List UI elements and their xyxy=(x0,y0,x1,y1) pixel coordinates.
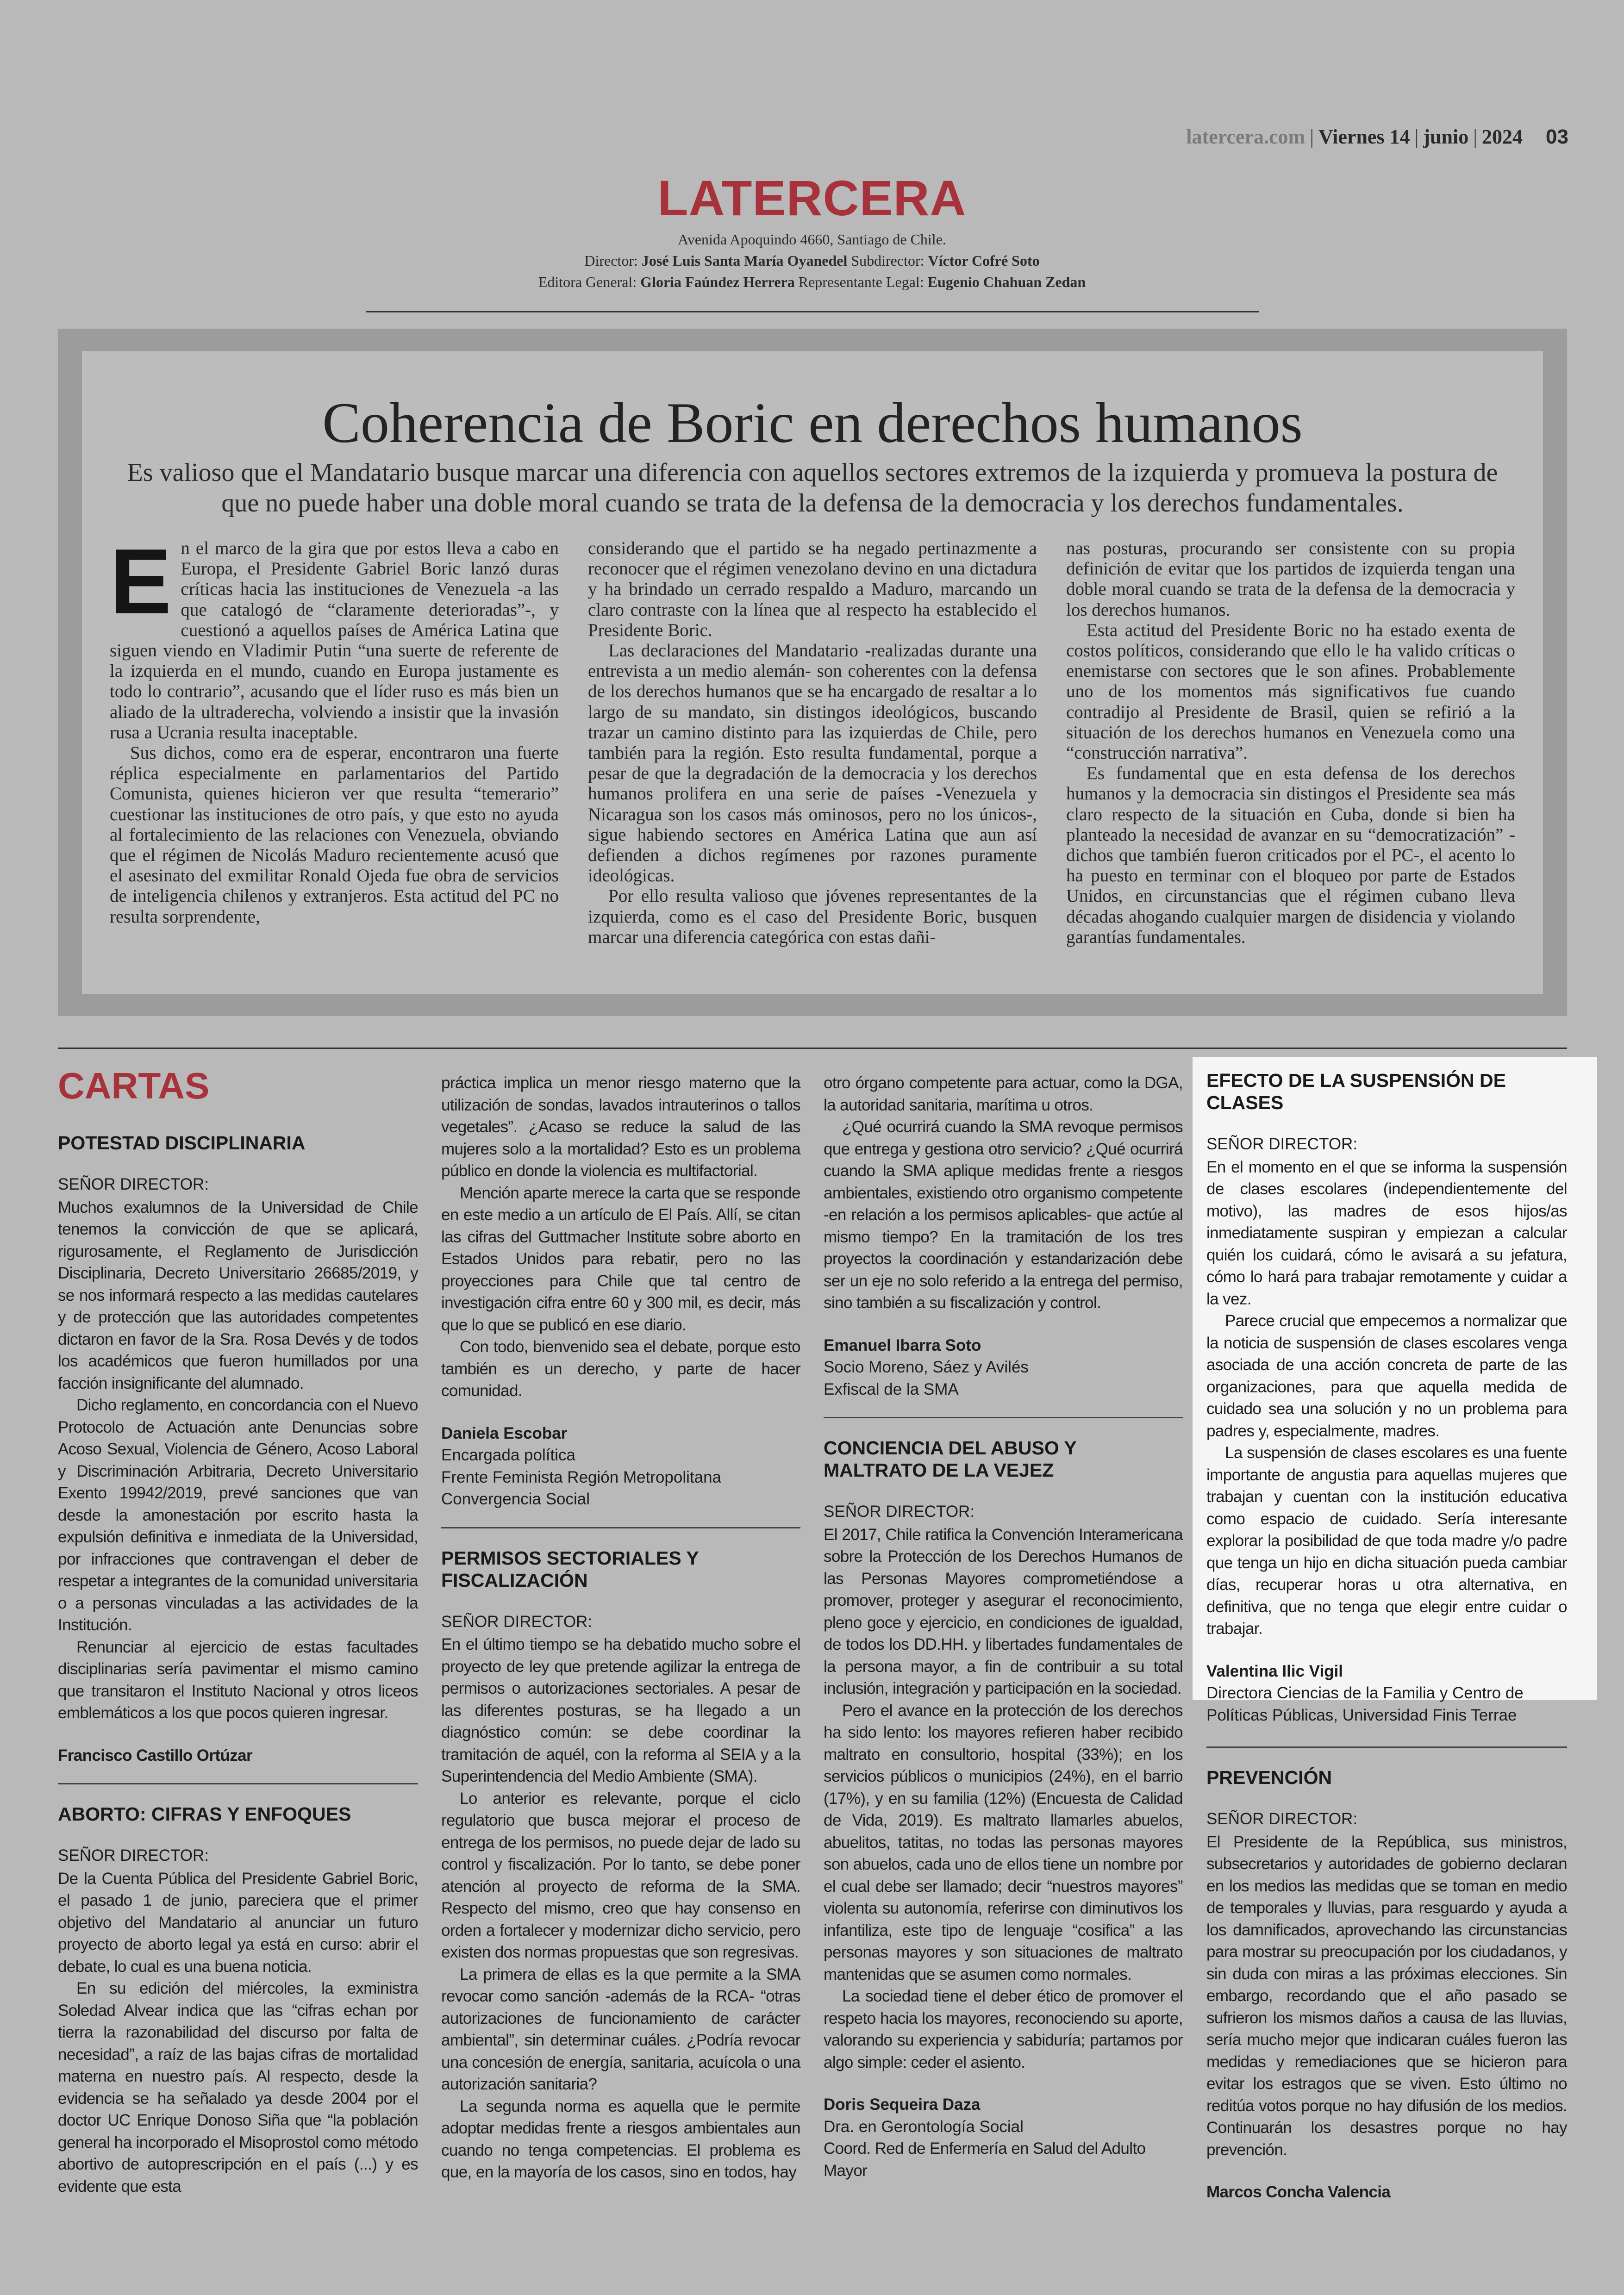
signature-org: Convergencia Social xyxy=(441,1490,590,1508)
masthead-address: Avenida Apoquindo 4660, Santiago de Chile. xyxy=(678,231,946,248)
letter-title: POTESTAD DISCIPLINARIA xyxy=(58,1132,306,1154)
newspaper-logo: LATERCERA xyxy=(657,170,967,226)
signature-role: Coord. Red de Enfermería en Salud del Adulto Mayor xyxy=(824,2139,1146,2180)
signature-role: Exfiscal de la SMA xyxy=(824,1380,959,1398)
signature-org: Frente Feminista Región Metropolitana xyxy=(441,1468,722,1486)
salutation: SEÑOR DIRECTOR: xyxy=(58,1175,209,1193)
letter-signature: Valentina Ilic Vigil xyxy=(1206,1662,1343,1680)
letters-divider xyxy=(58,1048,1567,1049)
subdirector-name: Víctor Cofré Soto xyxy=(928,252,1040,269)
letter-signature: Marcos Concha Valencia xyxy=(1206,2183,1391,2201)
letter-title: CONCIENCIA DEL ABUSO Y MALTRATO DE LA VEJEZ xyxy=(824,1437,1076,1481)
editorial-title: Coherencia de Boric en derechos humanos xyxy=(322,391,1303,455)
letter-signature: Francisco Castillo Ortúzar xyxy=(58,1746,253,1765)
editorial-column-3: nas posturas, procurando ser consistente con su propia definición de evitar que los partidos de izquierda tengan una doble moral cuando se trata de la defensa de la democracia y los derechos humanos. Esta actitud del Presidente Boric no ha estado exenta de costos políticos, considerando que ello le ha valido críticas o enemistarse con sectores que le son afines. Probablemente uno de los momentos más significativos fue cuando contradijo al Presidente de Brasil, quien se refirió a la situación de los derechos humanos en Venezuela como una “construcción narrativa”. Es fundamental que en esta defensa de los derechos humanos y la democracia sin distingos el Presidente sea más claro respecto de la situación en Cuba, donde si bien ha planteado la necesidad de avanzar en su “democratización” -dichos que también fueron criticados por el PC-, el acento lo ha puesto en terminar con el bloqueo por parte de Estados Unidos, en circunstancias que el régimen cubano lleva décadas ahogando cualquier margen de disidencia y violando garantías fundamentales. xyxy=(1066,538,1515,947)
letter-divider xyxy=(58,1783,418,1784)
rep-name: Eugenio Chahuan Zedan xyxy=(927,274,1086,290)
signature-role: Encargada política xyxy=(441,1446,575,1464)
letter-divider xyxy=(441,1527,800,1528)
masthead-editors: Editora General: Gloria Faúndez Herrera Representante Legal: Eugenio Chahuan Zedan xyxy=(538,274,1086,290)
letters-column-3: otro órgano competente para actuar, como la DGA, la autoridad sanitaria, marítima u otros. ¿Qué ocurrirá cuando la SMA revoque permisos que entrega y gestiona otro servicio? ¿Qué ocurrirá cuando la SMA aplique medidas frente a riesgos ambientales, existiendo otro organismo competente -en relación a los permisos aplicables- que actúe al mismo tiempo? En la tramitación de los tres proyectos la coordinación y estandarización debe ser un eje no solo referido a la entrega del permiso, sino también a su fiscalización y control. Emanuel Ibarra Soto Socio Moreno, Sáez y Avilés Exfiscal de la SMA CONCIENCIA DEL ABUSO Y MALTRATO DE LA VEJEZ SEÑOR DIRECTOR: El 2017, Chile ratifica la Convención Interamericana sobre la Protección de los Derechos Humanos de las Personas Mayores comprometiéndose a promover, proteger y asegurar el reconocimiento, pleno goce y ejercicio, en condiciones de igualdad, de todos los DD.HH. y libertades fundamentales de la persona mayor, a fin de contribuir a su total inclusión, integración y participación en la sociedad. Pero el avance en la protección de los derechos ha sido lento: los mayores refieren haber recibido maltrato en consultorio, hospital (33%); en los servicios públicos o municipios (24%), en el barrio (17%), y en su familia (12%) (Encuesta de Calidad de Vida, 2019). Es maltrato llamarles abuelos, abuelitos, tatitas, no todas las personas mayores son abuelos, cada uno de ellos tiene un nombre por el cual debe ser llamado; decir “nuestros mayores” violenta su autonomía, referirse con diminutivos los infantiliza, este tipo de lenguaje “cosifica” a las personas mayores y son situaciones de maltrato mantenidas que se asumen como normales. La sociedad tiene el deber ético de promover el respeto hacia los mayores, reconociendo su aporte, valorando su experiencia y sabiduría; partamos por algo simple: ceder el asiento. Doris Sequeira Daza Dra. en Gerontología Social Coord. Red de Enfermería en Salud del Adulto Mayor xyxy=(824,1072,1183,2182)
letters-column-1: POTESTAD DISCIPLINARIA SEÑOR DIRECTOR: Muchos exalumnos de la Universidad de Chile tenemos la convicción de que se aplicará, rigurosamente, el Reglamento de Jurisdicción Disciplinaria, Decreto Universitario 26685/2019, y se nos informará respecto a las medidas cautelares y de protección que las autoridades competentes dictaron en favor de la Sra. Rosa Devés y de todos los académicos que fueron humillados por una facción insignificante del alumnado. Dicho reglamento, en concordancia con el Nuevo Protocolo de Actuación ante Denuncias sobre Acoso Sexual, Violencia de Género, Acoso Laboral y Discriminación Arbitraria, Decreto Universitario Exento 19942/2019, prevé sanciones que van desde la amonestación por escrito hasta la expulsión definitiva e inmediata de la Universidad, por infracciones que contravengan el deber de respetar a integrantes de la comunidad universitaria o a personas vinculadas a las actividades de la Institución. Renunciar al ejercicio de estas facultades disciplinarias sería pavimentar el mismo camino que transitaron el Instituto Nacional y otros liceos emblemáticos a los que pocos quieren ingresar. Francisco Castillo Ortúzar ABORTO: CIFRAS Y ENFOQUES SEÑOR DIRECTOR: De la Cuenta Pública del Presidente Gabriel Boric, el pasado 1 de junio, pareciera que el primer objetivo del Mandatario al anunciar un futuro proyecto de aborto legal ya está en curso: abrir el debate, lo cual es una buena noticia. En su edición del miércoles, la exministra Soledad Alvear indica que las “cifras echan por tierra la razonabilidad del discurso por falta de necesidad”, a raíz de las bajas cifras de mortalidad materna en nuestro país. Al respecto, desde la evidencia se ha señalado ya desde 2004 por el doctor UC Enrique Donoso Siña que “la población general ha incorporado el Misoprostol como método abortivo de autoprescripción en el país (...) y es evidente que esta xyxy=(58,1132,418,2195)
salutation: SEÑOR DIRECTOR: xyxy=(824,1503,975,1521)
letter-signature: Doris Sequeira Daza xyxy=(824,2095,981,2114)
salutation: SEÑOR DIRECTOR: xyxy=(58,1846,209,1865)
masthead xyxy=(0,169,1624,293)
page-header-line: latercera.com | Viernes 14 | junio | 2024 03 xyxy=(1186,125,1568,148)
letter-divider xyxy=(1206,1746,1567,1748)
signature-role: Directora Ciencias de la Familia y Centro de Políticas Públicas, Universidad Finis Terrae xyxy=(1206,1684,1524,1724)
letter-signature: Emanuel Ibarra Soto xyxy=(824,1336,981,1354)
director-name: José Luis Santa María Oyanedel xyxy=(641,252,848,269)
signature-role: Socio Moreno, Sáez y Avilés xyxy=(824,1358,1029,1376)
header-day: Viernes 14 xyxy=(1318,125,1410,148)
page-number: 03 xyxy=(1546,125,1568,148)
editora-name: Gloria Faúndez Herrera xyxy=(640,274,795,290)
salutation: SEÑOR DIRECTOR: xyxy=(441,1612,593,1631)
salutation: SEÑOR DIRECTOR: xyxy=(1206,1810,1358,1828)
letter-title-highlighted: EFECTO DE LA SUSPENSIÓN DE CLASES xyxy=(1206,1070,1506,1113)
drop-cap: E xyxy=(110,530,172,633)
letter-divider xyxy=(824,1417,1183,1418)
editorial-panel xyxy=(82,351,1543,994)
editorial-column-2: considerando que el partido se ha negado pertinazmente a reconocer que el régimen venezolano devino en una dictadura y ha brindado un cerrado respaldo a Maduro, marcando un claro contraste con la línea que al respecto ha establecido el Presidente Boric. Las declaraciones del Mandatario -realizadas durante una entrevista a un medio alemán- son coherentes con la defensa de los derechos humanos que se ha encargado de resaltar a lo largo de su mandato, sin distingos ideológicos, buscando trazar un camino distinto para las izquierdas de Chile, pero también para la región. Esto resulta fundamental, porque a pesar de que la degradación de la democracia y los derechos humanos prolifera en una serie de países -Venezuela y Nicaragua son los casos más ominosos, pero no los únicos-, sigue habiendo sectores en América Latina que aun así defienden a dichos regímenes por razones puramente ideológicas. Por ello resulta valioso que jóvenes representantes de la izquierda, como es el caso del Presidente Boric, busquen marcar una diferencia categórica con estas dañi- xyxy=(588,538,1037,947)
masthead-divider xyxy=(366,311,1259,312)
editorial-lead: Es valioso que el Mandatario busque marcar una diferencia con aquellos sectores extremos de la izquierda y promueva la postura de que no puede haber una doble moral cuando se trata de la defensa de la democracia y los derechos fundamentales. xyxy=(127,458,1498,518)
signature-role: Dra. en Gerontología Social xyxy=(824,2117,1024,2136)
masthead-directors: Director: José Luis Santa María Oyanedel Subdirector: Víctor Cofré Soto xyxy=(584,252,1040,269)
editorial-frame xyxy=(58,329,1567,1016)
header-year: 2024 xyxy=(1482,125,1523,148)
section-title-cartas: CARTAS xyxy=(58,1065,210,1106)
letters-column-4: EFECTO DE LA SUSPENSIÓN DE CLASES SEÑOR DIRECTOR: En el momento en el que se informa la suspensión de clases escolares (independientemente del motivo), las madres de esos hijos/as inmediatamente suspiran y empiezan a calcular quién los cuidará, cómo le avisará a su jefatura, cómo lo hará para trabajar remotamente y cuidar a la vez. Parece crucial que empecemos a normalizar que la noticia de suspensión de clases escolares venga asociada de una acción concreta de parte de las organizaciones, para que aquella medida de cuidado sea una solución y no un problema para padres y, especialmente, madres. La suspensión de clases escolares es una fuente importante de angustia para aquellas mujeres que trabajan y cuentan con la institución educativa como espacio de cuidado. Sería interesante explorar la posibilidad de que toda madre y/o padre que tenga un hijo en dicha situación pueda cambiar días, recuperar horas u otra alternativa, en definitiva, que no tenga que elegir entre cuidar o trabajar. Valentina Ilic Vigil Directora Ciencias de la Familia y Centro de Políticas Públicas, Universidad Finis Terrae PREVENCIÓN SEÑOR DIRECTOR: El Presidente de la República, sus ministros, subsecretarios y autoridades de gobierno declaran en los medios las medidas que se toman en medio de temporales y lluvias, para resguardo y ayuda a los damnificados, aprovechando las circunstancias para mostrar su preocupación por los ciudadanos, y sin duda con miras a las próximas elecciones. Sin embargo, recordando que el año pasado se sufrieron los mismos daños a causa de las lluvias, sería mucho mejor que indicaran cuáles fueron las medidas y remediaciones que se hicieron para evitar los estragos que se viven. Esto último no reditúa votos porque no hay difusión de los medios. Continuarán los desastres porque no hay prevención. Marcos Concha Valencia xyxy=(1206,1069,1567,2203)
site-url: latercera.com xyxy=(1186,125,1305,148)
editorial-column-1: En el marco de la gira que por estos lleva a cabo en Europa, el Presidente Gabriel Boric lanzó duras críticas hacia las instituciones de Venezuela -a las que catalogó de “claramente deterioradas”-, y cuestionó a aquellos países de América Latina que siguen viendo en Vladimir Putin “una suerte de referente de la izquierda en el mundo, cuando en Europa justamente es todo lo contrario”, acusando que el líder ruso es más bien un aliado de la ultraderecha, volviendo a insistir que la invasión rusa a Ucrania resulta inaceptable. Sus dichos, como era de esperar, encontraron una fuerte réplica especialmente en parlamentarios del Partido Comunista, quienes hicieron ver que resulta “temerario” cuestionar las instituciones de otro país, y que esto no ayuda al fortalecimiento de las relaciones con Venezuela, obviando que el régimen de Nicolás Maduro recientemente acusó que el asesinato del exmilitar Ronald Ojeda fue obra de servicios de inteligencia chilenos y extranjeros. Esta actitud del PC no resulta sorprendente, xyxy=(110,530,559,927)
letter-title: ABORTO: CIFRAS Y ENFOQUES xyxy=(58,1803,351,1825)
letter-title: PREVENCIÓN xyxy=(1206,1767,1332,1788)
letters-column-2: práctica implica un menor riesgo materno que la utilización de sondas, lavados intrauterinos o tallos vegetales”. ¿Acaso se reduce la salud de las mujeres solo a la mortalidad? Esto es un problema público en donde la violencia es multifactorial. Mención aparte merece la carta que se responde en este medio a un artículo de El País. Allí, se citan las cifras del Guttmacher Institute sobre aborto en Estados Unidos para rebatir, pero no las proyecciones para Chile que tal centro de investigación cifra entre 60 y 300 mil, es decir, más que lo que se publicó en ese diario. Con todo, bienvenido sea el debate, porque esto también es un derecho, y parte de hacer comunidad. Daniela Escobar Encargada política Frente Feminista Región Metropolitana Convergencia Social PERMISOS SECTORIALES Y FISCALIZACIÓN SEÑOR DIRECTOR: En el último tiempo se ha debatido mucho sobre el proyecto de ley que pretende agilizar la entrega de permisos o autorizaciones sectoriales. A pesar de las diferentes posturas, se ha llegado a un diagnóstico común: se debe coordinar la tramitación de aquél, con la reforma al SEIA y a la Superintendencia del Medio Ambiente (SMA). Lo anterior es relevante, porque el ciclo regulatorio que busca mejorar el proceso de entrega de los permisos, no puede dejar de lado su control y fiscalización. Por lo tanto, se debe poner atención al proyecto de reforma de la SMA. Respecto del mismo, creo que hay consenso en orden a fortalecer y modernizar dicho servicio, pero existen dos normas propuestas que son regresivas. La primera de ellas es la que permite a la SMA revocar como sanción -además de la RCA- “otras autorizaciones de funcionamiento de carácter ambiental”, sin determinar cuáles. ¿Podría revocar una concesión de energía, sanitaria, acuícola o una autorización sanitaria? La segunda norma es aquella que le permite adoptar medidas frente a riesgos ambientales aun cuando no tenga competencias. El problema es que, en la mayoría de los casos, sino en todos, hay xyxy=(441,1074,800,2181)
letter-title: PERMISOS SECTORIALES Y FISCALIZACIÓN xyxy=(441,1547,699,1591)
salutation: SEÑOR DIRECTOR: xyxy=(1206,1135,1358,1153)
header-month: junio xyxy=(1423,125,1469,148)
letter-signature: Daniela Escobar xyxy=(441,1424,568,1442)
